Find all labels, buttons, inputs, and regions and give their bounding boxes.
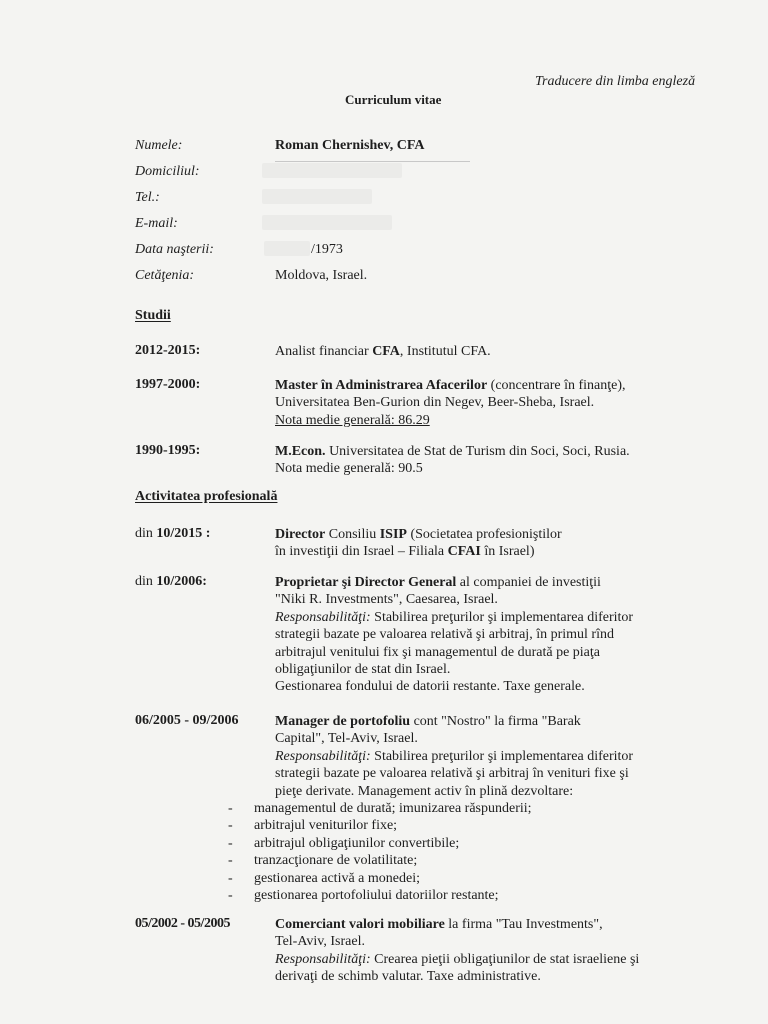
list-item: - tranzacţionare de volatilitate; — [228, 853, 418, 869]
birth-label: Data naşterii: — [135, 242, 214, 257]
studies-heading: Studii — [135, 308, 171, 323]
list-item: - managementul de durată; imunizarea răspunderii; — [228, 801, 532, 816]
job-date: din 10/2006: — [135, 574, 207, 589]
list-item: - arbitrajul veniturilor fixe; — [228, 818, 398, 834]
name-label: Numele: — [135, 138, 183, 153]
study-entry: Master în Administrarea Afacerilor (concentrare în finanţe), Universitatea Ben-Gurion din Negev, Beer-Sheba, Israel. Nota medie generală: 86.29 — [275, 378, 626, 428]
study-date: 1990-1995: — [135, 443, 201, 458]
address-label: Domiciliul: — [135, 164, 200, 179]
translation-note: Traducere din limba engleză — [535, 74, 696, 89]
document-title: Curriculum vitae — [345, 92, 442, 107]
study-date: 2012-2015: — [135, 343, 201, 358]
job-entry: Comerciant valori mobiliare la firma "Tau Investments", Tel-Aviv, Israel. Responsabilităţi: Crearea pieţii obligaţiunilor de stat israeliene şi derivaţi de schimb valutar. Taxe administrative. — [275, 917, 640, 985]
job-date: 06/2005 - 09/2006 — [135, 713, 239, 728]
list-item: - gestionarea portofoliului datoriilor restante; — [228, 888, 499, 904]
list-item: - arbitrajul obligaţiunilor convertibile; — [228, 835, 460, 851]
birth-value: /1973 — [311, 242, 343, 257]
redacted-address — [262, 163, 402, 178]
study-entry: M.Econ. Universitatea de Stat de Turism din Soci, Soci, Rusia. Nota medie generală: 90.5 — [275, 444, 630, 477]
study-entry: Analist financiar CFA, Institutul CFA. — [275, 344, 491, 359]
email-label: E-mail: — [135, 216, 178, 231]
list-item: - gestionarea activă a monedei; — [228, 870, 420, 886]
redacted-phone — [262, 189, 372, 204]
job-date: din 10/2015 : — [135, 526, 211, 541]
redacted-email — [262, 215, 392, 230]
experience-heading: Activitatea profesională — [135, 489, 278, 504]
name-value: Roman Chernishev, CFA — [275, 138, 425, 153]
study-date: 1997-2000: — [135, 377, 201, 392]
citizenship-value: Moldova, Israel. — [275, 268, 368, 283]
job-entry: Proprietar şi Director General al companiei de investiţii "Niki R. Investments", Caesarea, Israel. Responsabilităţi: Stabilirea preţurilor şi implementarea diferitor strategii bazate pe valoarea relativă şi arbitraj, în primul rînd arbitrajul venitului fix şi managementul de durată pe piaţa obligaţiunilor de stat din Israel. Gestionarea fondului de datorii restante. Taxe generale. — [275, 575, 634, 695]
job-entry: Manager de portofoliu cont "Nostro" la firma "Barak Capital", Tel-Aviv, Israel. Responsabilităţi: Stabilirea preţurilor şi implementarea diferitor strategii bazate pe valoarea relativă şi arbitraj în venituri fixe şi pieţe derivate. Management activ în plină dezvoltare: — [275, 714, 634, 799]
responsibility-list — [228, 800, 532, 904]
redacted-birth-day — [264, 241, 310, 256]
job-entry: Director Consiliu ISIP (Societatea profesioniştilor în investiţii din Israel – Filiala CFAI în Israel) — [275, 527, 562, 560]
name-divider — [275, 161, 470, 162]
phone-label: Tel.: — [135, 190, 160, 205]
citizenship-label: Cetăţenia: — [135, 268, 195, 283]
job-date: 05/2002 - 05/2005 — [135, 916, 230, 931]
